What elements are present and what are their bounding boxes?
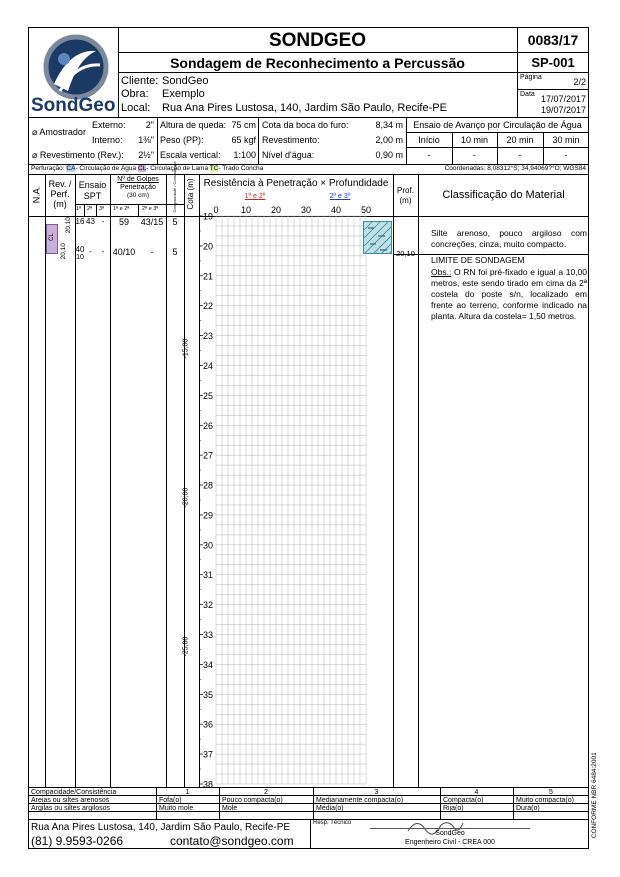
col-cota: Cota (m) (186, 178, 195, 210)
drilling-cl-code: CL (137, 165, 147, 172)
spt-r1-2: 43 (86, 217, 95, 226)
sampler-label: ⌀ Amostrador (32, 127, 86, 137)
x-tick-label: 20 (270, 205, 282, 215)
resistance-chart (199, 204, 393, 787)
legend-row2-5: Dura(o) (516, 805, 540, 812)
observation (431, 267, 587, 322)
casing-label: ⌀ Revestimento (Rev.): (32, 150, 124, 160)
water-label: Nível d'água: (262, 150, 315, 160)
drilling-tc-text: - Trado Concha (218, 165, 264, 172)
location-value: Rua Ana Pires Lustosa, 140, Jardim São Paulo, Recife-PE (162, 102, 447, 114)
col-rev-perf-2: Perf. (50, 189, 70, 199)
col-blows-3: (30 cm) (126, 192, 150, 199)
cc-r1: 5 (172, 217, 178, 227)
drilling-ca-text: - Circulação de Água (75, 165, 137, 172)
casing-depth-label: Revestimento: (262, 135, 320, 145)
cc-r2: 5 (172, 247, 178, 257)
advance-value-30: - (564, 150, 568, 160)
legend-row2-3: Média(o) (316, 805, 344, 812)
company-name: SONDGEO (268, 30, 367, 51)
signature-line (370, 828, 530, 829)
soil-hatch-icon (364, 222, 392, 254)
depth-tick-label: 20 (203, 241, 214, 252)
report-title: Sondagem de Reconhecimento a Percussão (170, 55, 465, 71)
layer-description: Silte arenoso, pouco argiloso com concreções, cinza, muito compacto. (431, 228, 587, 249)
blows-r2-23: - (150, 247, 154, 257)
depth-tick-label: 22 (203, 301, 214, 312)
obs-label: Obs.: (431, 267, 452, 277)
sp-code: SP-001 (531, 55, 575, 70)
chart-title: Resistência à Penetração × Profundidade (203, 178, 389, 189)
spt-r2-2: - (89, 247, 92, 256)
depth-tick-label: 37 (203, 749, 214, 760)
legend-num-3: 3 (374, 789, 379, 796)
col-compact: Compacidade / Consistência (172, 161, 177, 213)
col-ensaio-1: Ensaio (78, 180, 107, 190)
depth-tick-label: 33 (203, 630, 214, 641)
soil-layer (363, 221, 392, 254)
blows-r2-12: 40/10 (112, 247, 136, 257)
col-rev-perf-1: Rev. / (48, 179, 72, 189)
drilling-cl-text: - Circulação de Lama (146, 165, 209, 172)
weight-value: 65 kgf (231, 135, 256, 145)
blows-sub-23: 2ª e 3ª (142, 206, 159, 212)
date-label: Data (520, 91, 535, 98)
drilling-legend (31, 166, 263, 173)
page-label: Página (520, 74, 542, 81)
spt-r1-3: - (101, 217, 105, 226)
depth-tick-label: 34 (203, 659, 214, 670)
advance-header-10: 10 min (460, 135, 488, 145)
location-label: Local: (121, 102, 151, 114)
scale-value: 1:100 (233, 150, 256, 160)
spt-r2-1: 40 (75, 245, 85, 254)
drilling-prefix: Perfuração: (31, 165, 65, 172)
drop-height-label: Altura de queda: (160, 120, 227, 130)
advance-title: Ensaio de Avanço por Circulação de Água (413, 120, 582, 130)
resp-label: Resp. Técnico (313, 820, 352, 826)
limit-label: LIMITE DE SONDAGEM (431, 255, 525, 265)
blows-r1-12: 59 (118, 217, 129, 227)
advance-value-20: - (518, 150, 522, 160)
legend-row2-1: Muito mole (159, 805, 194, 812)
prof-header-2: (m) (399, 196, 412, 205)
classification-header: Classificação do Material (442, 189, 565, 201)
cota-25: -25,00 (182, 636, 190, 657)
depth-tick-label: 35 (203, 689, 214, 700)
legend-title: Compacidade/Consistência (31, 789, 117, 796)
depth-tick-label: 24 (203, 360, 214, 371)
depth-tick-label: 23 (203, 331, 214, 342)
x-tick-label: 30 (300, 205, 312, 215)
logo-text: SondGeo (31, 95, 116, 116)
footer-phone: (81) 9.9593-0266 (31, 834, 124, 848)
legend-second: 2º e 3º (329, 193, 351, 200)
legend-row2-label: Argilas ou siltes argilosos (31, 805, 110, 812)
col-blows-2: Penetração (120, 184, 156, 191)
depth-tick-label: 19 (203, 211, 214, 222)
depth-tick-label: 31 (203, 570, 214, 581)
spt-r1-1: 16 (75, 217, 85, 226)
internal-label: Interno: (92, 135, 123, 145)
casing-type: CL (49, 233, 55, 241)
legend-num-2: 2 (264, 789, 268, 796)
work-value: Exemplo (162, 88, 205, 100)
x-tick-label: 0 (213, 205, 219, 215)
cota-15: -15,00 (182, 338, 190, 359)
footer-email: contato@sondgeo.com (170, 834, 294, 848)
legend-row2-2: Mole (222, 805, 238, 812)
footer-address: Rua Ana Pires Lustosa, 140, Jardim São Paulo, Recife-PE (31, 822, 291, 833)
col-blows-1: Nº de Golpes (117, 176, 159, 183)
bottom-depth: 20,10 (396, 249, 415, 258)
advance-value-10: - (473, 150, 476, 160)
advance-value-start: - (427, 150, 431, 160)
x-tick-label: 10 (240, 205, 252, 215)
legend-row1-1: Fofa(o) (159, 797, 182, 804)
page-value: 2/2 (573, 77, 586, 87)
blows-r1-23: 43/15 (140, 217, 164, 227)
internal-value: 1⅜" (138, 135, 154, 145)
external-label: Externo: (92, 120, 126, 130)
blows-sub-12: 1ª e 2ª (113, 206, 130, 212)
legend-num-4: 4 (474, 789, 479, 796)
coordinates: Coordenadas: 8,08312°S; 34,94069?°O; WGS84 (444, 165, 586, 172)
advance-header-30: 30 min (552, 135, 580, 145)
legend-num-1: 1 (185, 789, 190, 796)
spt-sub-1: 1ª (76, 206, 82, 212)
advance-header-20: 20 min (506, 135, 534, 145)
col-na: N.A. (31, 185, 42, 204)
drop-height-value: 75 cm (231, 120, 256, 130)
legend-num-5: 5 (549, 789, 553, 796)
x-tick-label: 50 (360, 205, 372, 215)
depth-tick-label: 28 (203, 480, 214, 491)
spt-r2-3: - (101, 247, 105, 256)
legend-row1-label: Areias ou siltes arenosos (31, 797, 110, 804)
mouth-value: 8,34 m (375, 120, 403, 130)
mouth-label: Cota da boca do furo: (262, 120, 349, 130)
client-value: SondGeo (162, 75, 209, 87)
spt-sub-2: 2ª (87, 206, 93, 212)
scale-label: Escala vertical: (160, 150, 221, 160)
col-ensaio-2: SPT (83, 191, 102, 201)
date-end: 19/07/2017 (540, 105, 586, 115)
casing-value: 2½" (138, 150, 154, 160)
date-start: 17/07/2017 (540, 94, 586, 104)
legend-row1-5: Muito compacta(o) (516, 797, 574, 804)
spt-sub-3: 3ª (99, 206, 105, 212)
client-label: Cliente: (121, 75, 159, 87)
legend-row1-2: Pouco compacta(o) (222, 797, 283, 804)
depth-tick-label: 29 (203, 510, 214, 521)
perf-depth-1: 20,10 (59, 243, 67, 260)
cota-20: -20,00 (182, 487, 190, 508)
depth-tick-label: 27 (203, 450, 214, 461)
col-rev-perf-3: (m) (53, 199, 67, 209)
doc-number: 0083/17 (527, 32, 579, 48)
depth-tick-label: 32 (203, 600, 214, 611)
water-value: 0,90 m (375, 150, 403, 160)
advance-header-start: Início (418, 135, 440, 145)
prof-header-1: Prof. (397, 186, 414, 195)
depth-tick-label: 26 (203, 420, 214, 431)
signer-name: SondGeo (435, 830, 465, 837)
obs-text: O RN foi pré-fixado e igual a 10,00 metros, este sendo tirado em cima da 2ª costela do poste s/n, localizado em frente ao terreno, conforme indicado na planta. Altura da costela= 1,50 metros. (431, 267, 587, 321)
spt-r2-sub: 10 (76, 254, 84, 261)
depth-tick-label: 30 (203, 540, 214, 551)
depth-tick-label: 36 (203, 719, 214, 730)
casing-depth-value: 2,00 m (375, 135, 403, 145)
legend-row1-4: Compacta(o) (443, 797, 484, 804)
legend-row2-4: Rija(o) (443, 805, 464, 812)
drilling-ca-code: CA (66, 165, 76, 172)
perf-depth-2: 20,10 (64, 217, 72, 234)
x-tick-label: 40 (330, 205, 342, 215)
external-value: 2" (145, 120, 154, 130)
depth-tick-label: 25 (203, 390, 214, 401)
drilling-tc-code: TC (209, 165, 219, 172)
weight-label: Peso (PP): (160, 135, 204, 145)
signer-title: Engenheiro Civil - CREA 000 (405, 839, 495, 846)
legend-first: 1º e 2º (244, 193, 266, 200)
depth-tick-label: 38 (203, 779, 214, 787)
legend-row1-3: Medianamente compacta(o) (316, 797, 404, 804)
depth-tick-label: 21 (203, 271, 214, 282)
norm-label: CONFORME NBR 6484:2001 (590, 752, 598, 839)
work-label: Obra: (121, 88, 149, 100)
